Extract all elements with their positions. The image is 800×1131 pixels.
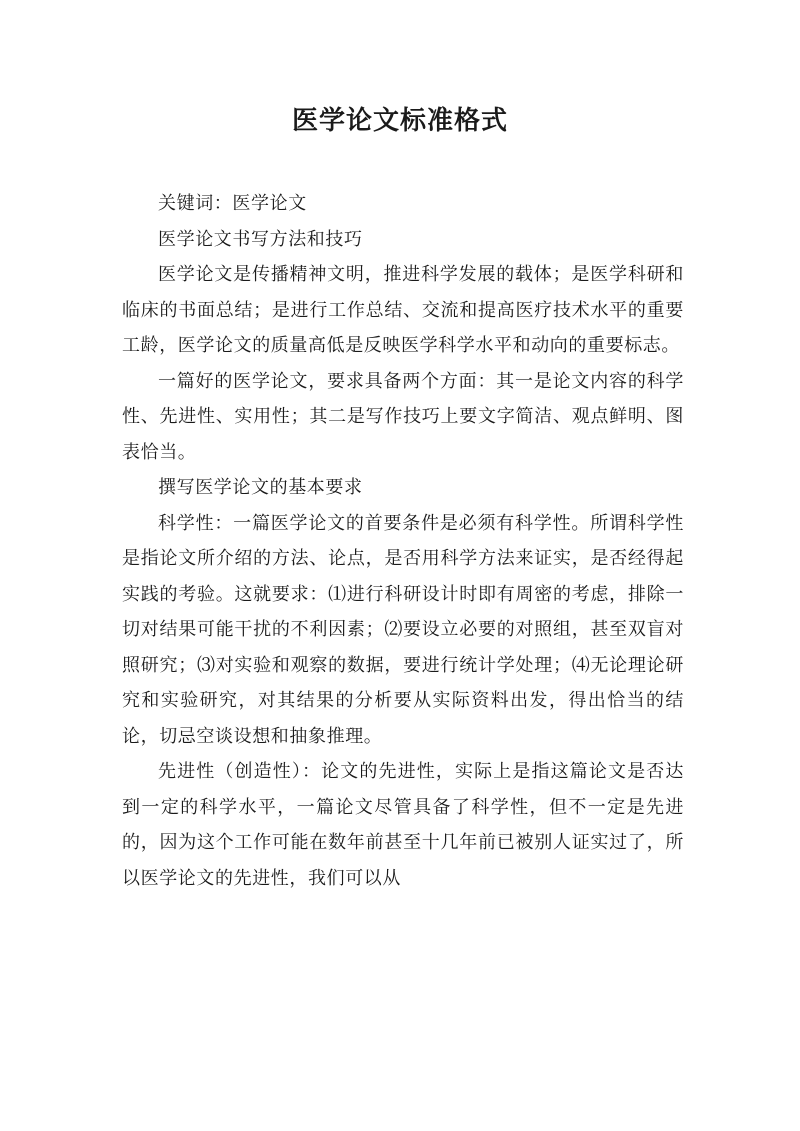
paragraph-advanced: 先进性（创造性）：论文的先进性，实际上是指这篇论文是否达到一定的科学水平，一篇论文尽管具备了科学性，但不一定是先进的，因为这个工作可能在数年前甚至十几年前已被别人证实过了，所以医学论文的先进性，我们可以从 [122,761,684,889]
document-title: 医学论文标准格式 [291,106,508,136]
section-heading-methods: 医学论文书写方法和技巧 [158,228,363,250]
paragraph-requirements: 一篇好的医学论文，要求具备两个方面：其一是论文内容的科学性、先进性、实用性；其二是写作技巧上要文字简洁、观点鲜明、图表恰当。 [122,370,684,463]
document-body [122,186,684,896]
paragraph-intro: 医学论文是传播精神文明，推进科学发展的载体；是医学科研和临床的书面总结；是进行工作总结、交流和提高医疗技术水平的重要工龄，医学论文的质量高低是反映医学科学水平和动向的重要标志。 [122,264,684,356]
paragraph-scientific: 科学性：一篇医学论文的首要条件是必须有科学性。所谓科学性是指论文所介绍的方法、论点，是否用科学方法来证实，是否经得起实践的考验。这就要求：⑴进行科研设计时即有周密的考虑，排除一切对结果可能干扰的不利因素；⑵要设立必要的对照组，甚至双盲对照研究；⑶对实验和观察的数据，要进行统计学处理；⑷无论理论研究和实验研究，对其结果的分析要从实际资料出发，得出恰当的结论，切忌空谈设想和抽象推理。 [122,512,684,747]
section-heading-basic-requirements: 撰写医学论文的基本要求 [158,477,363,498]
keywords-line: 关键词：医学论文 [158,193,307,214]
